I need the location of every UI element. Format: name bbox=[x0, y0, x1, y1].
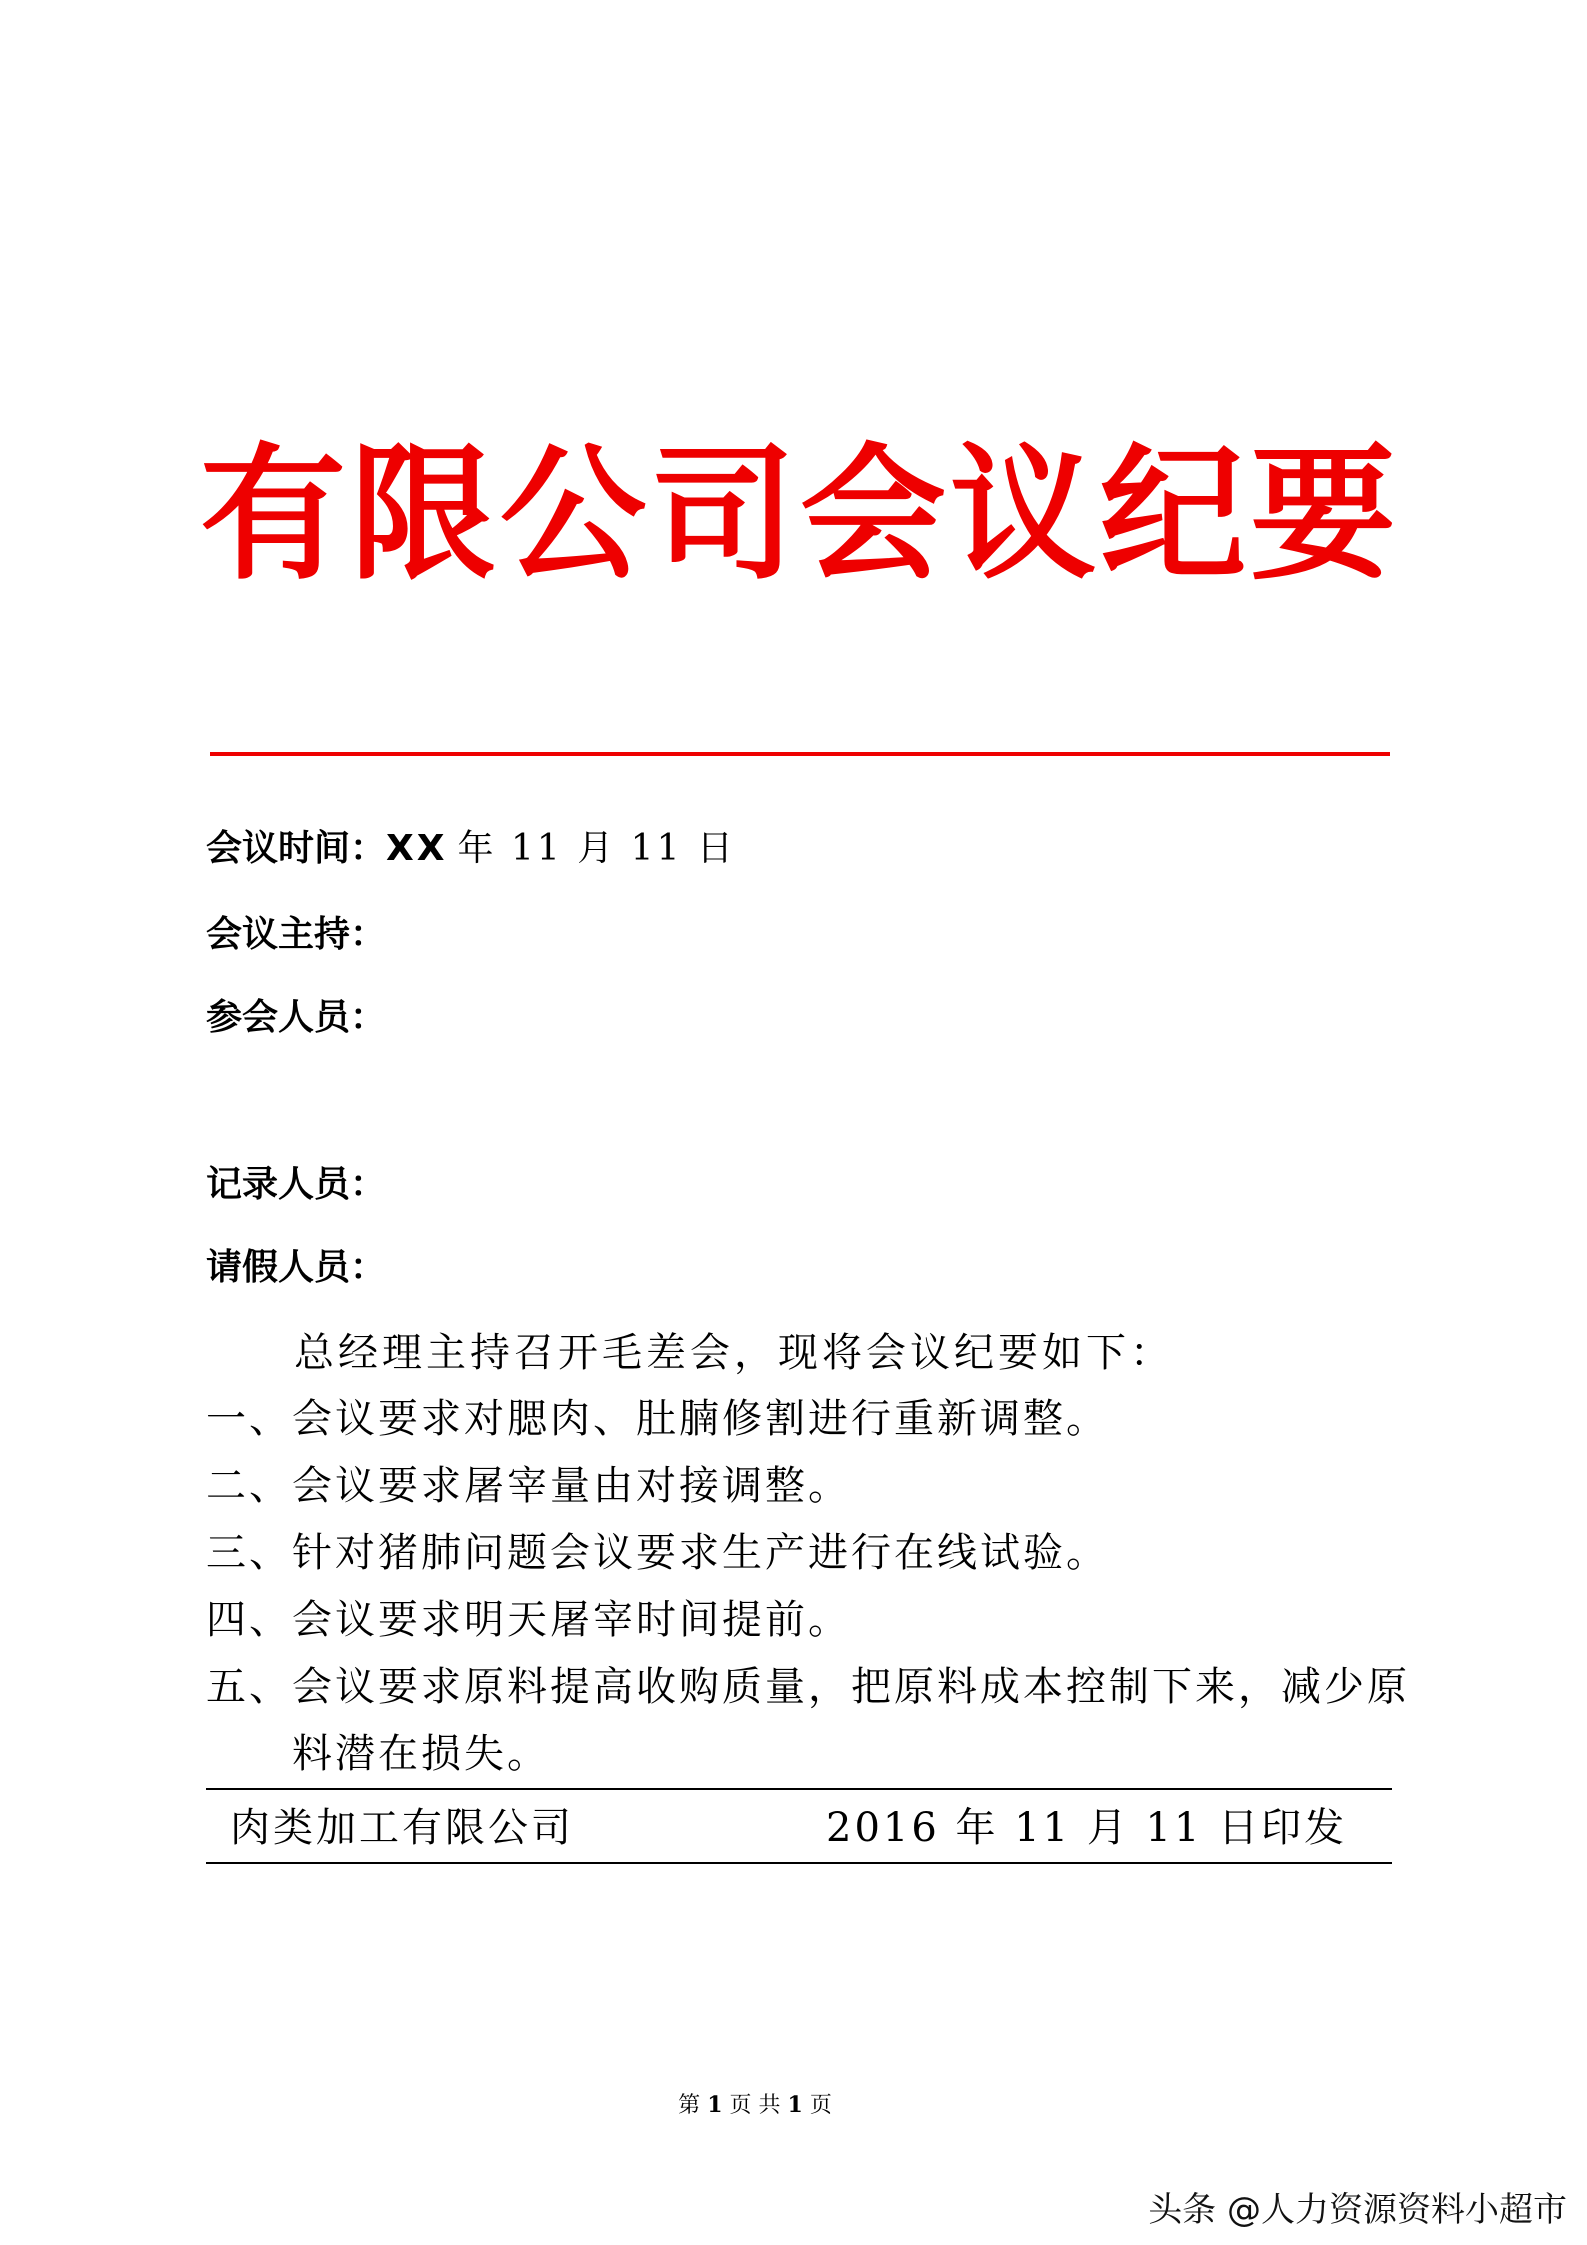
meeting-time-year: XX bbox=[386, 828, 448, 869]
document-title: 有限公司会议纪要 bbox=[200, 430, 1400, 600]
footer-date: 2016 年 11 月 11 日印发 bbox=[826, 1805, 1348, 1851]
list-item: 五、会议要求原料提高收购质量，把原料成本控制下来，减少原 bbox=[206, 1664, 1410, 1710]
recorder-label: 记录人员： bbox=[206, 1164, 387, 1205]
watermark: 头条 @人力资源资料小超市 bbox=[1148, 2190, 1567, 2230]
title-divider bbox=[210, 752, 1390, 756]
list-item-continuation: 料潜在损失。 bbox=[292, 1731, 550, 1777]
meeting-time-line bbox=[206, 824, 736, 874]
list-item: 一、会议要求对腮肉、肚腩修割进行重新调整。 bbox=[206, 1396, 1109, 1442]
meeting-time-label: 会议时间： bbox=[206, 828, 387, 869]
host-line bbox=[206, 910, 386, 960]
list-item: 四、会议要求明天屠宰时间提前。 bbox=[206, 1597, 851, 1643]
list-item: 二、会议要求屠宰量由对接调整。 bbox=[206, 1463, 851, 1509]
attendees-label: 参会人员： bbox=[206, 997, 387, 1038]
absentees-line bbox=[206, 1243, 386, 1293]
host-label: 会议主持： bbox=[206, 914, 387, 955]
recorder-line bbox=[206, 1160, 386, 1210]
list-item: 三、针对猪肺问题会议要求生产进行在线试验。 bbox=[206, 1530, 1109, 1576]
footer-company: 肉类加工有限公司 bbox=[230, 1805, 574, 1851]
attendees-line bbox=[206, 993, 386, 1043]
intro-paragraph: 总经理主持召开毛差会，现将会议纪要如下： bbox=[294, 1330, 1174, 1376]
footer-top-rule bbox=[206, 1788, 1392, 1790]
absentees-label: 请假人员： bbox=[206, 1247, 387, 1288]
page-number: 第 1 页 共 1 页 bbox=[678, 2092, 832, 2118]
footer-bottom-rule bbox=[206, 1862, 1392, 1864]
meeting-time-date: 年 11 月 11 日 bbox=[457, 828, 736, 869]
